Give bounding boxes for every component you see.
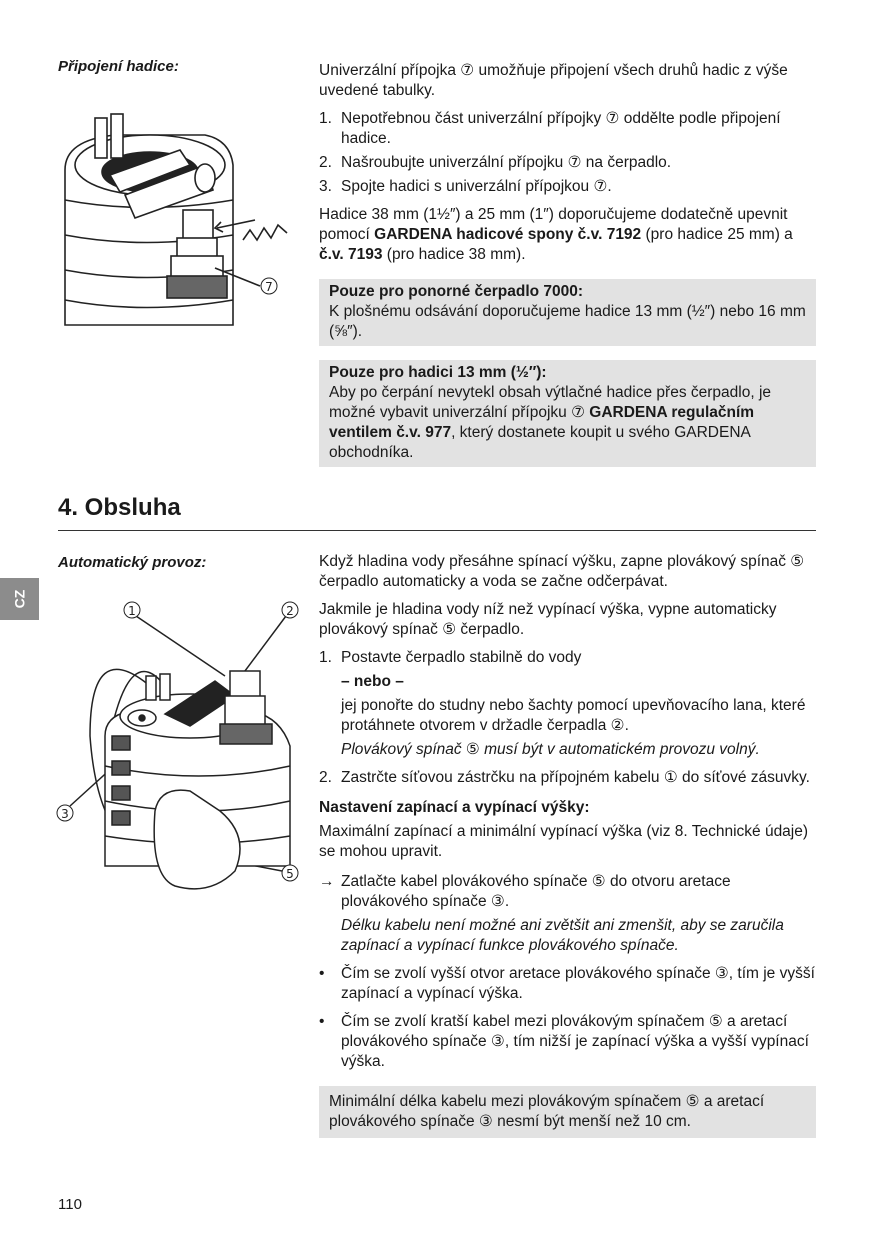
auto-paragraph-2: Jakmile je hladina vody níž než vypínací výška, vypne automaticky plovákový spínač ⑤ čerpadlo. — [319, 601, 777, 638]
section-divider — [58, 530, 816, 531]
svg-text:1: 1 — [128, 604, 136, 618]
bullet-icon: • — [319, 1013, 325, 1030]
list-item: 1. Nepotřebnou část univerzální přípojky ⑦ oddělte podle připojení hadice. — [319, 110, 781, 147]
bullet-icon: • — [319, 965, 325, 982]
hose-heading: Připojení hadice: — [58, 58, 179, 75]
auto-steps — [319, 648, 816, 788]
list-item: 3. Spojte hadici s univerzální přípojkou ⑦. — [319, 178, 612, 195]
setting-text: Maximální zapínací a minimální vypínací výška (viz 8. Technické údaje) se mohou upravit. — [319, 823, 809, 860]
list-item: • Čím se zvolí vyšší otvor aretace plovákového spínače ③, tím je vyšší zapínací a vypínací výška. — [319, 965, 815, 1002]
hose-connector-figure — [55, 110, 295, 330]
list-item: → Zatlačte kabel plovákového spínače ⑤ do otvoru aretace plovákového spínače ③. Délku kabelu není možné ani zvětšit ani zmenšit, aby se zaručila zapínací a vypínací funkce plovákového spínače. — [319, 873, 784, 954]
svg-text:3: 3 — [61, 807, 69, 821]
setting-heading: Nastavení zapínací a vypínací výšky: — [319, 799, 590, 816]
language-tab: CZ — [0, 578, 39, 620]
setting-list — [319, 872, 816, 1072]
pump-float-switch-figure — [50, 596, 310, 896]
svg-text:7: 7 — [265, 280, 273, 294]
list-item: 2. Zastrčte síťovou zástrčku na přípojném kabelu ① do síťové zásuvky. — [319, 769, 810, 786]
hose-steps — [319, 109, 816, 197]
hose-intro: Univerzální přípojka ⑦ umožňuje připojení všech druhů hadic z výše uvedené tabulky. — [319, 62, 788, 99]
note-hose-13mm: Pouze pro hadici 13 mm (½″): Aby po čerpání nevytekl obsah výtlačné hadice přes čerpadlo, je možné vybavit univerzální přípojku ⑦ GARDENA regulačním ventilem č.v. 977, který dostanete koupit u svého GARDENA obchodníka. — [319, 360, 816, 467]
list-item: 1. Postavte čerpadlo stabilně do vody – nebo – jej ponořte do studny nebo šachty pomocí upevňovacího lana, které protáhnete otvorem v držadle čerpadla ②. Plovákový spínač ⑤ musí být v automatickém provozu volný. — [319, 649, 806, 758]
note-pump-7000: Pouze pro ponorné čerpadlo 7000: K plošnému odsávání doporučujeme hadice 13 mm (½″) nebo 16 mm (⅝″). — [319, 279, 816, 346]
svg-text:5: 5 — [286, 867, 294, 881]
svg-text:2: 2 — [286, 604, 294, 618]
auto-heading: Automatický provoz: — [58, 554, 207, 571]
section-title: 4. Obsluha — [58, 494, 181, 521]
list-item: 2. Našroubujte univerzální přípojku ⑦ na čerpadlo. — [319, 154, 672, 171]
note-min-cable-length: Minimální délka kabelu mezi plovákovým spínačem ⑤ a aretací plovákového spínače ③ nesmí být menší než 10 cm. — [319, 1086, 816, 1138]
hose-content — [319, 61, 816, 467]
page-number: 110 — [58, 1196, 82, 1213]
auto-content — [319, 552, 816, 1138]
list-item: • Čím se zvolí kratší kabel mezi plovákovým spínačem ⑤ a aretací plovákového spínače ③, tím nižší je zapínací výška a vyšší vypínací výška. — [319, 1013, 809, 1070]
hose-recommendation: Hadice 38 mm (1½″) a 25 mm (1″) doporučujeme dodatečně upevnit pomocí GARDENA hadicové spony č.v. 7192 (pro hadice 25 mm) a č.v. 7193 (pro hadice 38 mm). — [319, 206, 793, 263]
auto-paragraph-1: Když hladina vody přesáhne spínací výšku, zapne plovákový spínač ⑤ čerpadlo automaticky a voda se začne odčerpávat. — [319, 553, 805, 590]
arrow-icon: → — [319, 873, 335, 890]
